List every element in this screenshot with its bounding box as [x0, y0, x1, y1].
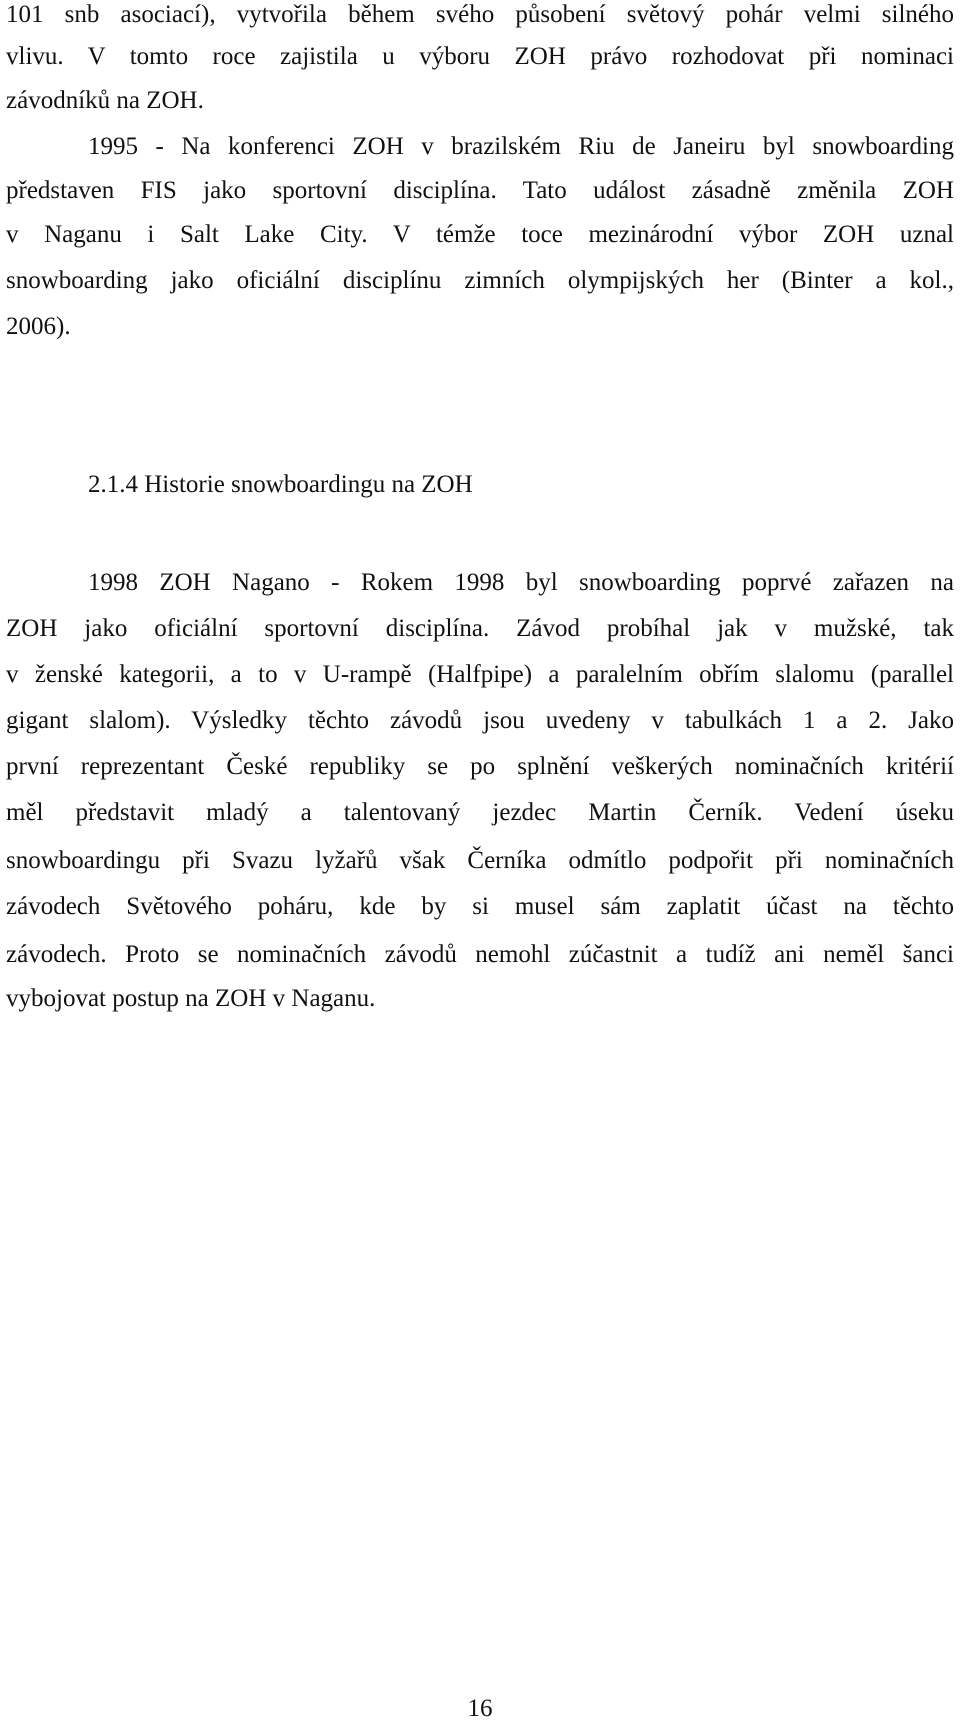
page-number: 16 — [467, 1695, 493, 1722]
paragraph-line: snowboarding jako oficiální disciplínu zimních olympijských her (Binter a kol., — [6, 267, 954, 294]
section-heading: 2.1.4 Historie snowboardingu na ZOH — [88, 471, 473, 498]
paragraph-line: 1998 ZOH Nagano - Rokem 1998 byl snowboarding poprvé zařazen na — [88, 569, 954, 596]
paragraph-line: gigant slalom). Výsledky těchto závodů jsou uvedeny v tabulkách 1 a 2. Jako — [6, 707, 954, 734]
paragraph-line: závodech Světového poháru, kde by si musel sám zaplatit účast na těchto — [6, 893, 954, 920]
paragraph-line: představen FIS jako sportovní disciplína. Tato událost zásadně změnila ZOH — [6, 177, 954, 204]
paragraph-line: vybojovat postup na ZOH v Naganu. — [6, 985, 376, 1012]
paragraph-line: 101 snb asociací), vytvořila během svého působení světový pohár velmi silného — [6, 1, 954, 28]
paragraph-line: závodech. Proto se nominačních závodů nemohl zúčastnit a tudíž ani neměl šanci — [6, 941, 954, 968]
paragraph-line: v ženské kategorii, a to v U-rampě (Halfpipe) a paralelním obřím slalomu (parallel — [6, 661, 954, 688]
paragraph-line: závodníků na ZOH. — [6, 87, 204, 114]
paragraph-line: měl představit mladý a talentovaný jezdec Martin Černík. Vedení úseku — [6, 799, 954, 826]
paragraph-line: vlivu. V tomto roce zajistila u výboru ZOH právo rozhodovat při nominaci — [6, 43, 954, 70]
paragraph-line: 2006). — [6, 313, 71, 340]
paragraph-line: ZOH jako oficiální sportovní disciplína. Závod probíhal jak v mužské, tak — [6, 615, 954, 642]
paragraph-line: první reprezentant České republiky se po splnění veškerých nominačních kritérií — [6, 753, 954, 780]
paragraph-line: snowboardingu při Svazu lyžařů však Černíka odmítlo podpořit při nominačních — [6, 847, 954, 874]
paragraph-line: v Naganu i Salt Lake City. V témže toce mezinárodní výbor ZOH uznal — [6, 221, 954, 248]
paragraph-line: 1995 - Na konferenci ZOH v brazilském Riu de Janeiru byl snowboarding — [88, 133, 954, 160]
